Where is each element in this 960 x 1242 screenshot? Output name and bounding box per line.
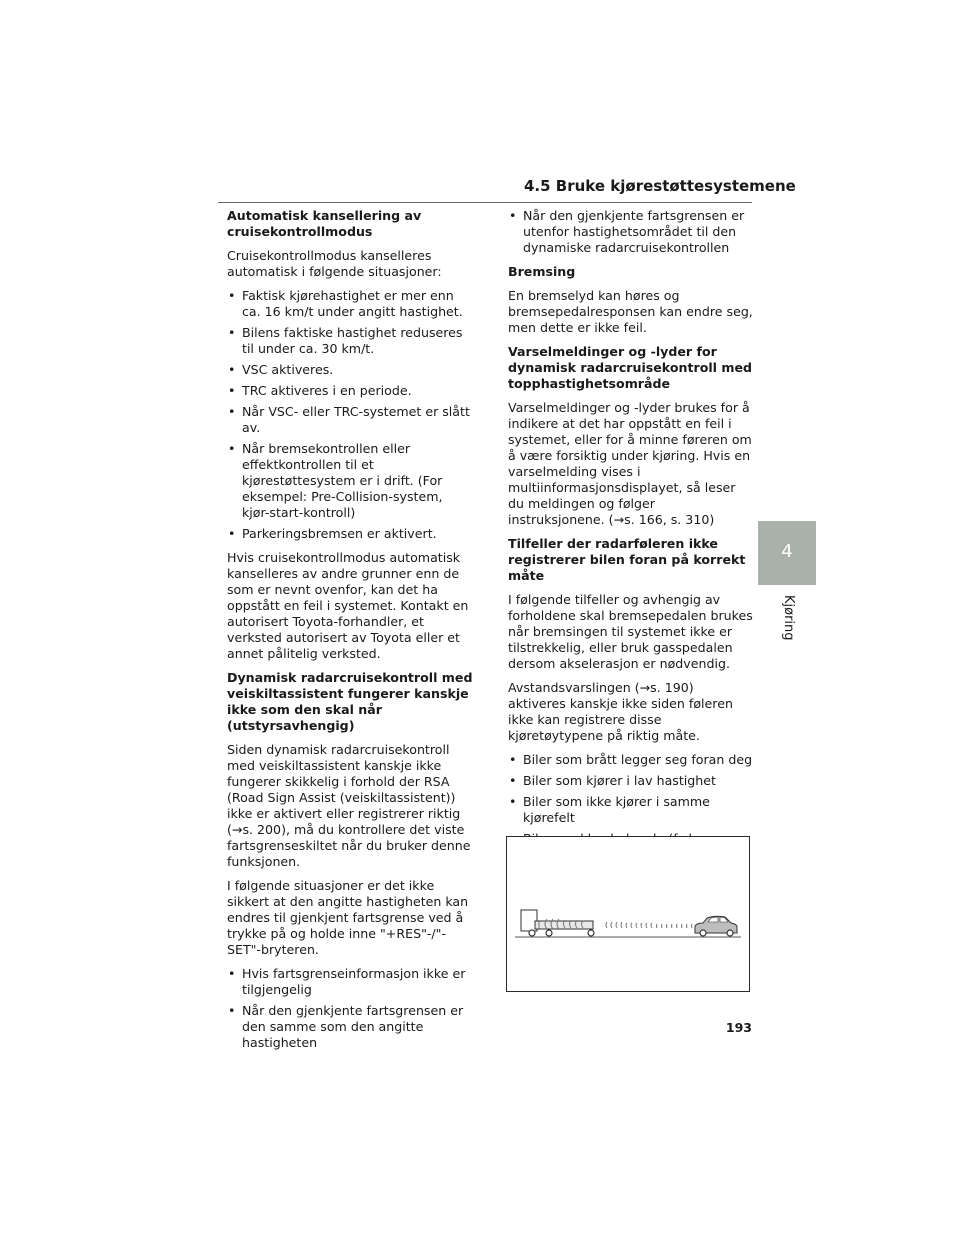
- heading-auto-cancel: Automatisk kansellering av cruisekontrollmodus: [227, 208, 422, 239]
- radar-scene: [507, 837, 749, 991]
- chapter-number: 4: [781, 541, 793, 562]
- heading-road-sign-assist: Dynamisk radarcruisekontroll med veiskiltassistent fungerer kanskje ikke som den skal når (utstyrsavhengig): [227, 670, 473, 733]
- list-item: • Parkeringsbremsen er aktivert.: [227, 526, 473, 542]
- list-item: • Når den gjenkjente fartsgrensen er den samme som den angitte hastigheten: [227, 1003, 473, 1051]
- paragraph-cancel-intro: Cruisekontrollmodus kanselleres automatisk i følgende situasjoner:: [227, 248, 442, 279]
- chapter-tab: [758, 521, 816, 585]
- list-item: • Faktisk kjørehastighet er mer enn ca. 16 km/t under angitt hastighet.: [227, 288, 473, 320]
- paragraph-cancel-note: Hvis cruisekontrollmodus automatisk kanselleres av andre grunner enn de som er nevnt ovenfor, kan det ha oppstått en feil i systemet. Kontakt en autorisert Toyota-forhandler, et verksted autorisert av Toyota eller et annet pålitelig verksted.: [227, 550, 469, 661]
- heading-warnings: Varselmeldinger og -lyder for dynamisk radarcruisekontroll med topphastighetsområde: [508, 344, 753, 391]
- radar-illustration: [506, 836, 750, 992]
- left-column: [227, 208, 473, 1059]
- list-item: • TRC aktiveres i en periode.: [227, 383, 473, 399]
- paragraph-warnings: Varselmeldinger og -lyder brukes for å indikere at det har oppstått en feil i systemet, eller for å minne føreren om å være forsiktig under kjøring. Hvis en varselmelding vises i multiinformasjonsdisplayet, så leser du meldingen og følger instruksjonene. (→s. 166, s. 310): [508, 400, 752, 527]
- list-item: • Hvis fartsgrenseinformasjon ikke er tilgjengelig: [227, 966, 473, 998]
- list-item: • Når bremsekontrollen eller effektkontrollen til et kjørestøttesystem er i drift. (For eksempel: Pre-Collision-system, kjør-start-kontroll): [227, 441, 473, 521]
- heading-braking: Bremsing: [508, 264, 576, 279]
- list-item: • VSC aktiveres.: [227, 362, 473, 378]
- list-item: • Bilens faktiske hastighet reduseres til under ca. 30 km/t.: [227, 325, 473, 357]
- paragraph-radar-1: I følgende tilfeller og avhengig av forholdene skal bremsepedalen brukes når bremsingen til systemet ikke er tilstrekkelig, eller bruk gasspedalen dersom akselerasjon er nødvendig.: [508, 592, 753, 671]
- list-item: • Biler som ikke kjører i samme kjørefelt: [508, 794, 754, 826]
- list-item: • Når den gjenkjente fartsgrensen er utenfor hastighetsområdet til den dynamiske radarcruisekontrollen: [508, 208, 754, 256]
- list-item: • Biler som brått legger seg foran deg: [508, 752, 754, 768]
- heading-radar-sensor: Tilfeller der radarføleren ikke registrerer bilen foran på korrekt måte: [508, 536, 746, 583]
- paragraph-rsa-2: I følgende situasjoner er det ikke sikkert at den angitte hastigheten kan endres til gjenkjent fartsgrense ved å trykke på og holde inne "+RES"-/"-SET"-bryteren.: [227, 878, 469, 957]
- car-icon: [695, 916, 737, 936]
- paragraph-braking: En bremselyd kan høres og bremsepedalresponsen kan endre seg, men dette er ikke feil.: [508, 288, 753, 335]
- section-header: 4.5 Bruke kjørestøttesystemene: [524, 177, 796, 195]
- header-divider: [218, 202, 752, 203]
- chapter-label: Kjøring: [781, 595, 796, 641]
- rsa-conditions-list-continued: [508, 208, 754, 256]
- paragraph-radar-2: Avstandsvarslingen (→s. 190) aktiveres kanskje ikke siden føleren ikke kan registrere disse kjøretøytypene på riktig måte.: [508, 680, 733, 743]
- list-item: • Når VSC- eller TRC-systemet er slått av.: [227, 404, 473, 436]
- rsa-conditions-list: [227, 966, 473, 1051]
- paragraph-rsa-1: Siden dynamisk radarcruisekontroll med veiskiltassistent kanskje ikke fungerer skikkelig i forhold der RSA (Road Sign Assist (veiskiltassistent)) ikke er aktivert eller registrerer riktig (→s. 200), må du kontrollere det viste fartsgrenseskiltet når du bruker denne funksjonen.: [227, 742, 471, 869]
- cancel-conditions-list: [227, 288, 473, 542]
- list-item: • Biler som kjører i lav hastighet: [508, 773, 754, 789]
- right-column: [508, 208, 754, 871]
- page-number: 193: [725, 1020, 752, 1035]
